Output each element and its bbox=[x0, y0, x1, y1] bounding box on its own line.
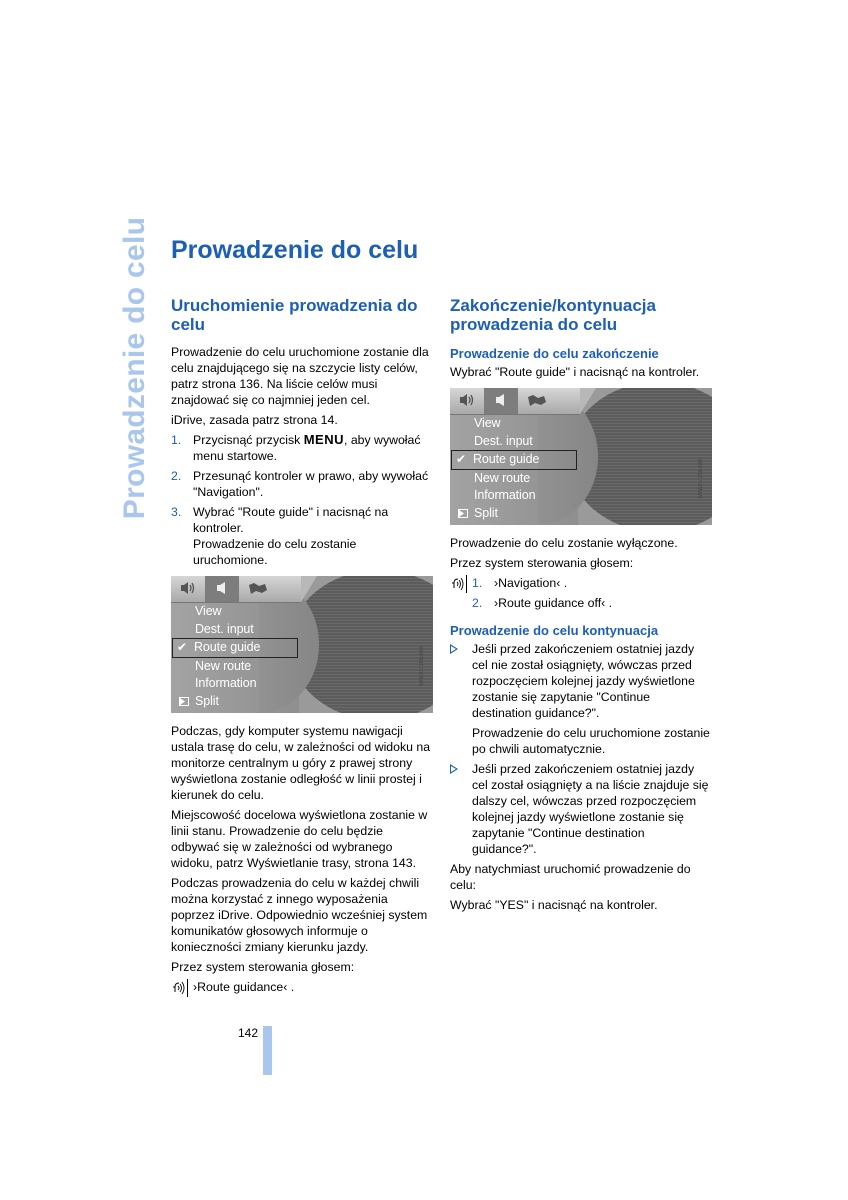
page-title: Prowadzenie do celu bbox=[171, 236, 419, 264]
icon-bar-wedge bbox=[580, 388, 596, 414]
voice-step-1 bbox=[472, 575, 712, 591]
right-voice-intro: Przez system sterowania głosem: bbox=[450, 556, 634, 570]
page-number: 142 bbox=[238, 1026, 259, 1040]
step-number: 1. bbox=[171, 433, 182, 447]
menu-item-new-route: New route bbox=[195, 658, 252, 673]
sub-heading-continue: Prowadzenie do celu kontynuacja bbox=[450, 623, 659, 638]
menu-item-new-route: New route bbox=[474, 470, 531, 485]
menu-item-view: View bbox=[195, 604, 222, 618]
screen-icon-bar bbox=[450, 388, 580, 415]
menu-item-label: Split bbox=[474, 505, 498, 520]
audio-icon bbox=[450, 388, 484, 414]
menu-item-split bbox=[450, 505, 575, 523]
idrive-screen-2 bbox=[450, 388, 712, 525]
split-icon bbox=[458, 509, 468, 518]
left-intro: Prowadzenie do celu uruchomione zostanie dla celu znajdującego się na szczycie listy celów, patrz strona 136. Na liście celów musi znajdować się co najmniej jeden cel. bbox=[171, 345, 429, 407]
idrive-screen-1 bbox=[171, 576, 433, 713]
step-text: Przesunąć kontroler w prawo, aby wywołać "Navigation". bbox=[193, 469, 429, 499]
bullet-text: Jeśli przed zakończeniem ostatniej jazdy cel nie został osiągnięty, wówczas przed rozpoczęciem kolejnej jazdy wyświetlone zostanie się zapytanie "Continue destination guidance?". bbox=[472, 642, 695, 720]
right-column bbox=[450, 296, 712, 917]
step-2 bbox=[171, 468, 433, 500]
voice-step-text: ›Route guidance off‹ . bbox=[494, 596, 613, 610]
bullet-1-note: Prowadzenie do celu uruchomione zostanie po chwili automatycznie. bbox=[472, 726, 710, 756]
voice-control-icon bbox=[171, 979, 188, 997]
voice-command-list bbox=[450, 575, 712, 611]
screen-menu-list bbox=[171, 603, 296, 711]
triangle-bullet-icon bbox=[450, 764, 458, 774]
bullet-1 bbox=[450, 641, 712, 721]
left-idrive: iDrive, zasada patrz strona 14. bbox=[171, 413, 338, 427]
menu-item-label: Route guide bbox=[473, 452, 540, 467]
voice-step-2 bbox=[472, 595, 712, 611]
immediate-text: Aby natychmiast uruchomić prowadzenie do celu: bbox=[450, 862, 691, 892]
speaker-icon bbox=[484, 388, 518, 414]
menu-item-view: View bbox=[474, 416, 501, 430]
image-code: MN0071NEMA bbox=[419, 646, 425, 687]
checkmark-icon: ✔ bbox=[177, 640, 187, 655]
menu-item-route-guide bbox=[172, 638, 298, 658]
step-number: 2. bbox=[472, 596, 483, 610]
sub-heading-end: Prowadzenie do celu zakończenie bbox=[450, 346, 659, 361]
audio-icon bbox=[171, 576, 205, 602]
menu-item-label: Route guide bbox=[194, 640, 261, 655]
menu-item-information: Information bbox=[474, 488, 536, 503]
image-code: MN0071NEMA bbox=[698, 458, 704, 499]
off-text: Prowadzenie do celu zostanie wyłączone. bbox=[450, 536, 678, 550]
step-number: 1. bbox=[472, 576, 483, 590]
step-text-pre: Przycisnąć przycisk bbox=[193, 433, 304, 447]
checkmark-icon: ✔ bbox=[456, 452, 466, 467]
map-icon bbox=[239, 576, 273, 602]
side-chapter-title-text: Prowadzenie do celu bbox=[118, 216, 151, 520]
voice-command-text: ›Route guidance‹ . bbox=[193, 980, 295, 994]
split-icon bbox=[179, 697, 189, 706]
triangle-bullet-icon bbox=[450, 644, 458, 654]
steps-list bbox=[171, 432, 433, 568]
left-para-1: Podczas, gdy komputer systemu nawigacji ustala trasę do celu, w zależności od widoku na monitorze centralnym u góry z prawej strony wyświetlona zostanie odległość w linii prostej i kierunek do celu. bbox=[171, 724, 431, 802]
menu-item-label: Split bbox=[195, 693, 219, 708]
end-instruction: Wybrać "Route guide" i nacisnąć na kontroler. bbox=[450, 365, 700, 379]
menu-item-dest-input: Dest. input bbox=[195, 621, 254, 636]
menu-item-dest-input: Dest. input bbox=[474, 433, 533, 448]
menu-button-label: MENU bbox=[303, 432, 344, 447]
menu-item-split bbox=[171, 693, 296, 711]
side-chapter-title bbox=[113, 216, 157, 520]
left-column bbox=[171, 296, 433, 999]
screen-icon-bar bbox=[171, 576, 301, 603]
step-note: Prowadzenie do celu zostanie uruchomione. bbox=[193, 537, 357, 567]
step-number: 2. bbox=[171, 469, 182, 483]
step-text: Wybrać "Route guide" i nacisnąć na kontroler. bbox=[193, 505, 389, 535]
step-text-post: , aby wywołać menu startowe. bbox=[193, 433, 421, 463]
left-heading: Uruchomienie prowadzenia do celu bbox=[171, 296, 418, 334]
voice-step-text: ›Navigation‹ . bbox=[494, 576, 568, 590]
screen-menu-list bbox=[450, 415, 575, 523]
speaker-icon bbox=[205, 576, 239, 602]
left-para-3: Podczas prowadzenia do celu w każdej chwili można korzystać z innego wyposażenia poprzez iDrive. Odpowiednio wcześniej system komunikatów głosowych informuje o konieczności zmiany kierunku jazdy. bbox=[171, 876, 428, 954]
bullet-2 bbox=[450, 761, 712, 857]
bullet-text: Jeśli przed zakończeniem ostatniej jazdy cel został osiągnięty a na liście znajduje się dalszy cel, wówczas przed rozpoczęciem kolejnej jazdy wyświetlone zostanie się zapytanie "Continue destination guidance?". bbox=[472, 762, 709, 856]
step-1 bbox=[171, 432, 433, 464]
map-icon bbox=[518, 388, 552, 414]
icon-bar-wedge bbox=[301, 576, 317, 602]
right-heading: Zakończenie/kontynuacja prowadzenia do celu bbox=[450, 296, 656, 334]
menu-item-route-guide bbox=[451, 450, 577, 470]
left-para-2: Miejscowość docelowa wyświetlona zostanie w linii stanu. Prowadzenie do celu będzie odbywać się w zależności od wybranego widoku, patrz Wyświetlanie trasy, strona 143. bbox=[171, 808, 428, 870]
left-voice-intro: Przez system sterowania głosem: bbox=[171, 960, 355, 974]
yes-text: Wybrać "YES" i nacisnąć na kontroler. bbox=[450, 898, 658, 912]
voice-command bbox=[171, 979, 433, 995]
voice-control-icon bbox=[450, 575, 467, 593]
menu-item-information: Information bbox=[195, 676, 257, 691]
step-3 bbox=[171, 504, 433, 568]
step-number: 3. bbox=[171, 505, 182, 519]
page-marker-bar bbox=[263, 1026, 272, 1075]
